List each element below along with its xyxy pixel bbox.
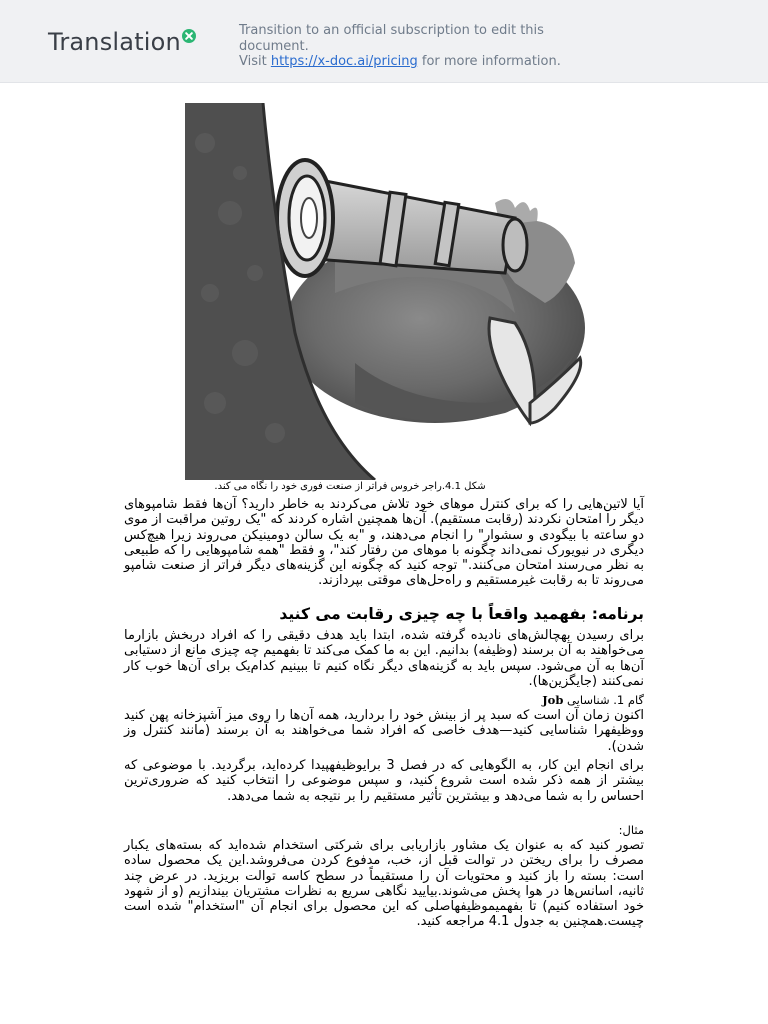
x-badge-icon (182, 29, 196, 43)
notice-line-2 (239, 54, 599, 70)
subscription-notice (239, 23, 599, 70)
paragraph-program: برای رسیدن بهچالش‌های نادیده گرفته شده، ابتدا باید هدف دقیقی را که افراد دربخش بازارما می‌خواهند به آن برسند (وظیفه) بدانیم. این به ما کمک می‌کند تا بفهمیم چه چیزی مانع از دستیابی آن‌ها به آن می‌شود. سپس باید به گزینه‌های دیگر نگاه کنیم تا ببینیم کدام‌یک برای آن‌ها خوب کار نمی‌کنند (جایگزین‌ها). (124, 628, 644, 689)
step-1-label (124, 693, 644, 707)
paragraph-patterns: برای انجام این کار، به الگوهایی که در فصل 3 برایوظیفهپیدا کرده‌اید، برگردید. با موضوعی که بیشتر از همه ذکر شده است شروع کنید، و سپس موضوعی را انتخاب کنید که ضروری‌ترین احساس را به شما می‌دهد و بیشترین تأثیر مستقیم را بر نتیجه به شما می‌دهد. (124, 758, 644, 804)
paragraph-identify-job: اکنون زمان آن است که سبد پر از بینش خود را بردارید، همه آن‌ها را روی میز آشپزخانه پهن کنید ووظیفهرا شناسایی کنید—هدف خاصی که افراد شما می‌خواهند به آن برسند (مانند کنترل وز شدن). (124, 708, 644, 754)
rooster-telescope-illustration (185, 103, 595, 480)
step-job-text: Job (542, 693, 564, 707)
figure-caption: شکل 4.1.راجر خروس فراتر از صنعت فوری خود را نگاه می کند. (214, 481, 486, 492)
pricing-link[interactable]: https://x-doc.ai/pricing (270, 54, 418, 69)
logo-wordmark: Translation (48, 28, 181, 56)
more-info-text: for more information. (421, 54, 561, 69)
telescope-icon (277, 160, 527, 276)
step-label-text: گام 1. شناسایی (567, 693, 644, 707)
subscription-banner (0, 0, 768, 83)
example-label: مثال: (618, 823, 644, 837)
paragraph-latinas: آیا لاتین‌هایی را که برای کنترل موهای خود تلاش می‌کردند به خاطر دارید؟ آن‌ها فقط شامپوهای دیگر را امتحان نکردند (رقابت مستقیم). آن‌ها همچنین اشاره کردند که "یک روتین مراقبت از موی دو ساعته با بیگودی و سشوار" را انجام می‌دهند، و "به یک سالن دومینیکن می‌روند زیرا هیچ‌کس دیگری در نیویورک نمی‌داند چگونه با موهای من رفتار کند"، و فقط "همه شامپوهایی را که طبیعی به نظر می‌رسند امتحان می‌کنند." توجه کنید که چگونه این گزینه‌های دیگر فراتر از صنعت شامپو می‌روند تا به رقابت غیرمستقیم و راه‌حل‌های موقتی بپردازند. (124, 497, 644, 589)
section-heading: برنامه: بفهمید واقعاً با چه چیزی رقابت می کنید (279, 605, 644, 623)
paragraph-example: تصور کنید که به عنوان یک مشاور بازاریابی برای شرکتی استخدام شده‌اید که بسته‌های یکبار مصرف را برای ریختن در توالت قبل از، خب، مدفوع کردن می‌فروشد.این یک محصول ساده است: بسته را باز کنید و محتویات آن را مستقیماً در سطح کاسه توالت بریزید. در عرض چند ثانیه، اسانس‌ها در هوا پخش می‌شوند.بیایید نگاهی سریع به نظرات مشتریان بیندازیم (و از شهود خود استفاده کنیم) تا بفهمیموظیفهاصلی که این محصول برای انجام آن "استخدام" شده است چیست.همچنین به جدول 4.1 مراجعه کنید. (124, 838, 644, 930)
brand-logo (48, 27, 196, 61)
notice-line-1: Transition to an official subscription to edit this document. (239, 23, 544, 54)
visit-text: Visit (239, 54, 267, 69)
